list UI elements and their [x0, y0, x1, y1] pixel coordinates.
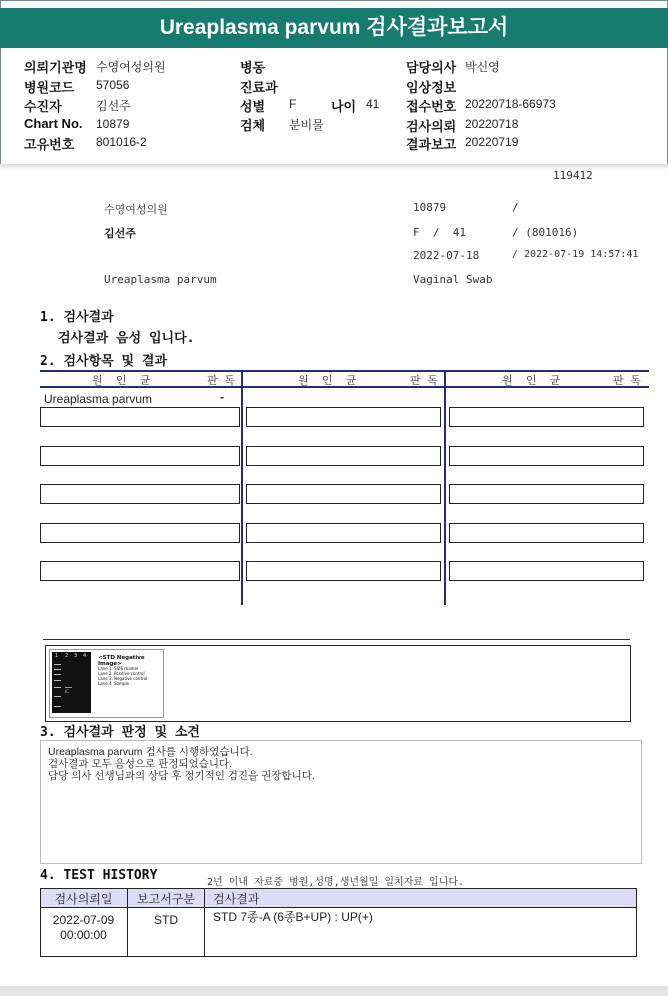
- summary-test-name: Ureaplasma parvum: [104, 273, 217, 286]
- institution-value: 수영여성의원: [96, 60, 166, 74]
- legend-lane-2: Lane 2. Positive control: [98, 671, 145, 676]
- history-row-result: STD 7종-A (6종B+UP) : UP(+): [213, 910, 373, 924]
- summary-institution: 수영여성의원: [104, 203, 168, 216]
- gel-image-legend: [98, 666, 147, 686]
- result-empty-cell: [246, 523, 441, 543]
- result-empty-cell: [449, 523, 644, 543]
- sex-label: 성별: [240, 99, 266, 114]
- patient-label: 수진자: [24, 99, 62, 114]
- summary-chart-sep: /: [512, 201, 519, 214]
- summary-request-date: 2022-07-18: [413, 249, 480, 262]
- opinion-box: [40, 740, 642, 864]
- sex-value: F: [289, 97, 297, 111]
- result-row-pathogen: Ureaplasma parvum: [44, 392, 153, 406]
- institution-label: 의뢰기관명: [24, 60, 87, 75]
- patient-value: 김선주: [96, 99, 131, 113]
- summary-birth: / (801016): [512, 226, 579, 239]
- request-date-label: 검사의뢰: [406, 119, 457, 134]
- history-col-divider-2: [204, 888, 205, 957]
- summary-report-datetime: / 2022-07-19 14:57:41: [512, 249, 639, 260]
- unique-no-label: 고유번호: [24, 137, 75, 152]
- history-row-time: 00:00:00: [60, 928, 107, 942]
- section1-title: 1. 검사결과: [40, 310, 114, 325]
- col-judgement-header-3: 판 독: [613, 374, 641, 387]
- receipt-no-label: 접수번호: [406, 99, 457, 114]
- result-empty-cell: [449, 446, 644, 466]
- age-label: 나이: [331, 99, 357, 114]
- doctor-label: 담당의사: [406, 60, 457, 75]
- marker-band: [54, 680, 61, 681]
- result-empty-cell: [246, 484, 441, 504]
- marker-band: [54, 669, 61, 670]
- result-empty-cell: [246, 407, 441, 427]
- gel-image: [49, 649, 164, 718]
- result-empty-cell: [449, 407, 644, 427]
- lane-number-3: 3: [74, 653, 78, 659]
- opinion-line-3: 담당 의사 선생님과의 상담 후 정기적인 검진을 권장합니다.: [48, 770, 315, 782]
- result-table-divider-2: [444, 370, 446, 605]
- history-header-result: 검사결과: [213, 892, 260, 906]
- lane-number-2: 2: [65, 653, 69, 659]
- result-empty-cell: [40, 446, 240, 466]
- summary-chart: 10879: [413, 201, 447, 214]
- marker-band: [54, 706, 61, 707]
- history-row-type: STD: [154, 913, 178, 927]
- col-pathogen-header-1: 원 인 균: [92, 374, 151, 387]
- hospital-code-label: 병원코드: [24, 80, 75, 95]
- result-empty-cell: [246, 446, 441, 466]
- opinion-line-1: Ureaplasma parvum 검사를 시행하였습니다.: [48, 746, 253, 758]
- result-empty-cell: [246, 561, 441, 581]
- summary-sex-age: F / 41: [413, 226, 466, 239]
- request-date-value: 20220718: [465, 117, 519, 131]
- history-header-date: 검사의뢰일: [54, 892, 113, 906]
- ward-label: 병동: [240, 60, 266, 75]
- history-header-type: 보고서구분: [137, 892, 195, 906]
- col-judgement-header-1: 판 독: [207, 374, 235, 387]
- lane-number-1: 1: [55, 653, 59, 659]
- report-date-value: 20220719: [465, 135, 519, 149]
- history-note: 2년 이내 자료중 병원,성명,생년월일 일치자료 입니다.: [207, 877, 465, 888]
- page-bottom-bar: [0, 986, 668, 996]
- report-code: 119412: [553, 169, 593, 182]
- result-empty-cell: [40, 484, 240, 504]
- report-date-label: 결과보고: [406, 137, 457, 152]
- internal-control-label: IC: [65, 689, 69, 694]
- history-row-date: 2022-07-09: [52, 913, 115, 927]
- chart-no-label: Chart No.: [24, 116, 83, 131]
- specimen-label: 검체: [240, 118, 266, 133]
- summary-specimen: Vaginal Swab: [413, 273, 493, 286]
- result-table-divider-1: [241, 370, 243, 605]
- marker-band: [54, 696, 61, 697]
- legend-lane-3: Lane 3. Negative control: [98, 676, 148, 681]
- lane-number-4: 4: [83, 653, 87, 659]
- positive-band: [65, 687, 72, 688]
- department-label: 진료과: [240, 80, 278, 95]
- col-judgement-header-2: 판 독: [410, 374, 438, 387]
- section1-result-text: 검사결과 음성 입니다.: [58, 331, 195, 346]
- clinical-info-label: 임상정보: [406, 80, 457, 95]
- gel-separator: [43, 639, 630, 640]
- chart-no-value: 10879: [96, 117, 130, 131]
- result-empty-cell: [40, 561, 240, 581]
- opinion-line-2: 검사결과 모두 음성으로 판정되었습니다.: [48, 758, 233, 770]
- section4-title: 4. TEST HISTORY: [40, 868, 158, 883]
- gel-image-title: <STD Negative Image>: [98, 655, 145, 667]
- summary-patient: 김선주: [104, 227, 136, 240]
- col-pathogen-header-3: 원 인 균: [502, 374, 561, 387]
- marker-band: [54, 687, 61, 688]
- marker-band: [54, 674, 61, 675]
- result-empty-cell: [40, 407, 240, 427]
- section2-title: 2. 검사항목 및 결과: [40, 354, 168, 369]
- result-empty-cell: [449, 561, 644, 581]
- col-pathogen-header-2: 원 인 균: [298, 374, 357, 387]
- result-row-judgement: -: [220, 390, 224, 404]
- specimen-value: 분비물: [289, 118, 324, 132]
- receipt-no-value: 20220718-66973: [465, 97, 556, 111]
- age-value: 41: [366, 97, 380, 111]
- gel-image-lanes: [52, 652, 91, 713]
- section3-title: 3. 검사결과 판정 및 소견: [40, 725, 200, 740]
- unique-no-value: 801016-2: [96, 135, 147, 149]
- result-empty-cell: [40, 523, 240, 543]
- legend-lane-1: Lane 1. SIZE marker: [98, 666, 139, 671]
- report-title: Ureaplasma parvum 검사결과보고서: [0, 8, 668, 48]
- hospital-code-value: 57056: [96, 78, 130, 92]
- legend-lane-4: Lane 4. Sample: [98, 681, 130, 686]
- marker-band: [54, 664, 61, 665]
- doctor-value: 박신영: [465, 60, 500, 74]
- result-empty-cell: [449, 484, 644, 504]
